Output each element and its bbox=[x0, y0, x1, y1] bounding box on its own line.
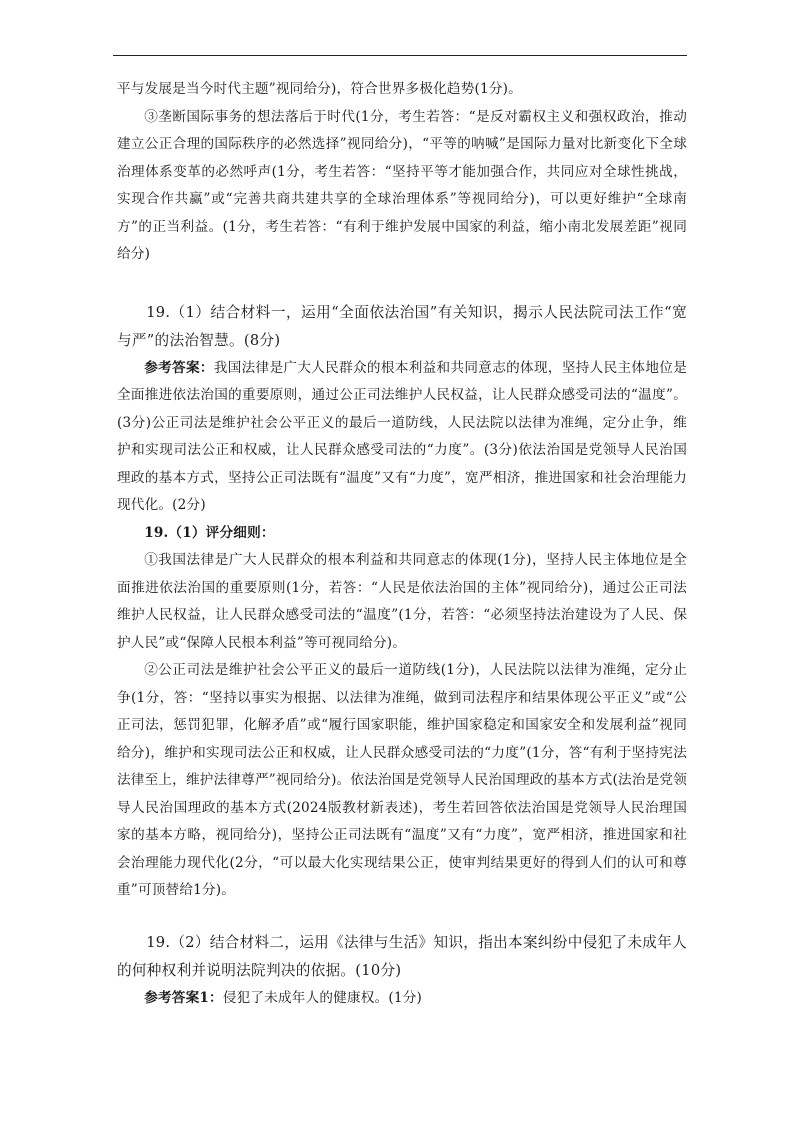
reference-answer-text: 我国法律是广大人民群众的根本利益和共同意志的体现，坚持人民主体地位是全面推进依法治国的重要原则，通过公正司法维护人民权益，让人民群众感受司法的“温度”。(3分)公正司法是维护社会公平正义的最后一道防线，人民法院以法律为准绳，定分止争，维护和实现司法公正和权威，让人民群众感受司法的“力度”。(3分)依法治国是党领导人民治国理政的基本方式，坚持公正司法既有“温度”又有“力度”，宽严相济，推进国家和社会治理能力现代化。(2分) bbox=[117, 359, 687, 513]
paragraph-point-3: ③垄断国际事务的想法落后于时代(1分，考生若答：“是反对霸权主义和强权政治，推动建立公正合理的国际秩序的必然选择”视同给分)，“平等的呐喊”是国际力量对比新变化下全球治理体系变革的必然呼声(1分，考生若答：“坚持平等才能加强合作，共同应对全球性挑战，实现合作共赢”或“完善共商共建共享的全球治理体系”等视同给分)，可以更好维护“全球南方”的正当利益。(1分，考生若答：“有利于维护发展中国家的利益，缩小南北发展差距”视同给分) bbox=[117, 108, 687, 262]
reference-answer-19-1 bbox=[117, 355, 687, 520]
reference-answer-label: 参考答案： bbox=[144, 359, 214, 376]
document-body bbox=[117, 76, 687, 1012]
rubric-title: 19.（1）评分细则： bbox=[144, 524, 275, 541]
question-19-1: 19.（1）结合材料一，运用“全面依法治国”有关知识，揭示人民法院司法工作“宽与严”的法治智慧。(8分) bbox=[117, 303, 687, 349]
reference-answer-text: 侵犯了未成年人的健康权。(1分) bbox=[222, 989, 423, 1006]
paragraph-continued: 平与发展是当今时代主题”视同给分)，符合世界多极化趋势(1分)。 bbox=[117, 81, 522, 97]
rubric-item-2: ②公正司法是维护社会公平正义的最后一道防线(1分)，人民法院以法律为准绳，定分止争(1分，答：“坚持以事实为根据、以法律为准绳，做到司法程序和结果体现公平正义”或“公正司法，惩罚犯罪，化解矛盾”或“履行国家职能，维护国家稳定和国家安全和发展利益”视同给分)，维护和实现司法公正和权威，让人民群众感受司法的“力度”(1分，答“有利于坚持宪法法律至上，维护法律尊严”视同给分)。依法治国是党领导人民治国理政的基本方式(法治是党领导人民治国理政的基本方式(2024版教材新表述)，考生若回答依法治国是党领导人民治理国家的基本方略，视同给分)，坚持公正司法既有“温度”又有“力度”，宽严相济，推进国家和社会治理能力现代化(2分，“可以最大化实现结果公正，使审判结果更好的得到人们的认可和尊重”可顶替给1分)。 bbox=[117, 662, 687, 898]
header-rule bbox=[113, 55, 687, 56]
reference-answer-19-2 bbox=[117, 985, 687, 1013]
reference-answer-label: 参考答案1： bbox=[144, 989, 223, 1006]
question-19-2: 19.（2）结合材料二，运用《法律与生活》知识，指出本案纠纷中侵犯了未成年人的何种权利并说明法院判决的依据。(10分) bbox=[117, 933, 687, 979]
rubric-item-1: ①我国法律是广大人民群众的根本利益和共同意志的体现(1分)，坚持人民主体地位是全面推进依法治国的重要原则(1分，若答：“人民是依法治国的主体”视同给分)，通过公正司法维护人民权益，让人民群众感受司法的“温度”(1分，若答：“必须坚持法治建设为了人民、保护人民”或“保障人民根本利益”等可视同给分)。 bbox=[117, 552, 687, 651]
